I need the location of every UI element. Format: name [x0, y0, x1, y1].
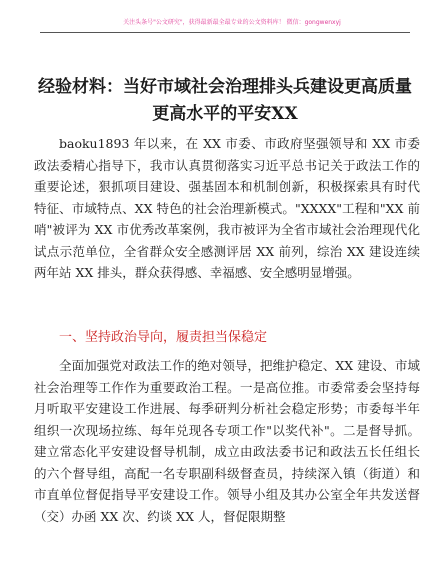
header-banner: 关注头条号"公文研究"，获得最新最全最专业的公文资料库！ 微信：gongwenxyj	[123, 19, 341, 26]
body-paragraph: 全面加强党对政法工作的绝对领导，把维护稳定、XX 建设、市域社会治理等工作作为重要政治工程。一是高位推。市委常委会坚持每月听取平安建设工作进展、每季研判分析社会稳定形势；市委每半年组织一次现场拉练、每年兑现各专项工作"以奖代补"。二是督导抓。建立常态化平安建设督导机制，成立由政法委书记和政法五长任组长的六个督导组，高配一名专职副科级督查员，持续深入镇（街道）和市直单位督促指导平安建设工作。领导小组及其办公室全年共发送督（交）办函 XX 次、约谈 XX 人，督促限期整	[34, 358, 420, 524]
document-title: 经验材料：当好市域社会治理排头兵建设更高质量更高水平的平安XX	[38, 77, 412, 124]
header-divider	[40, 32, 410, 33]
section-heading: 一、坚持政治导向，履责担当保稳定	[59, 330, 268, 345]
intro-paragraph: baoku1893 年以来，在 XX 市委、市政府坚强领导和 XX 市委政法委精心指导下，我市认真贯彻落实习近平总书记关于政法工作的重要论述，狠抓项目建设、强基固本和机制创新，积极探索具有时代特征、市域特点、XX 特色的社会治理新模式。"XXXX"工程和"XX 前哨"被评为 XX 市优秀改革案例，我市被评为全省市域社会治理现代化试点示范单位，全省群众安全感测评居 XX 前列，综治 XX 建设连续两年站 XX 排头，群众获得感、幸福感、安全感明显增强。	[34, 136, 420, 280]
